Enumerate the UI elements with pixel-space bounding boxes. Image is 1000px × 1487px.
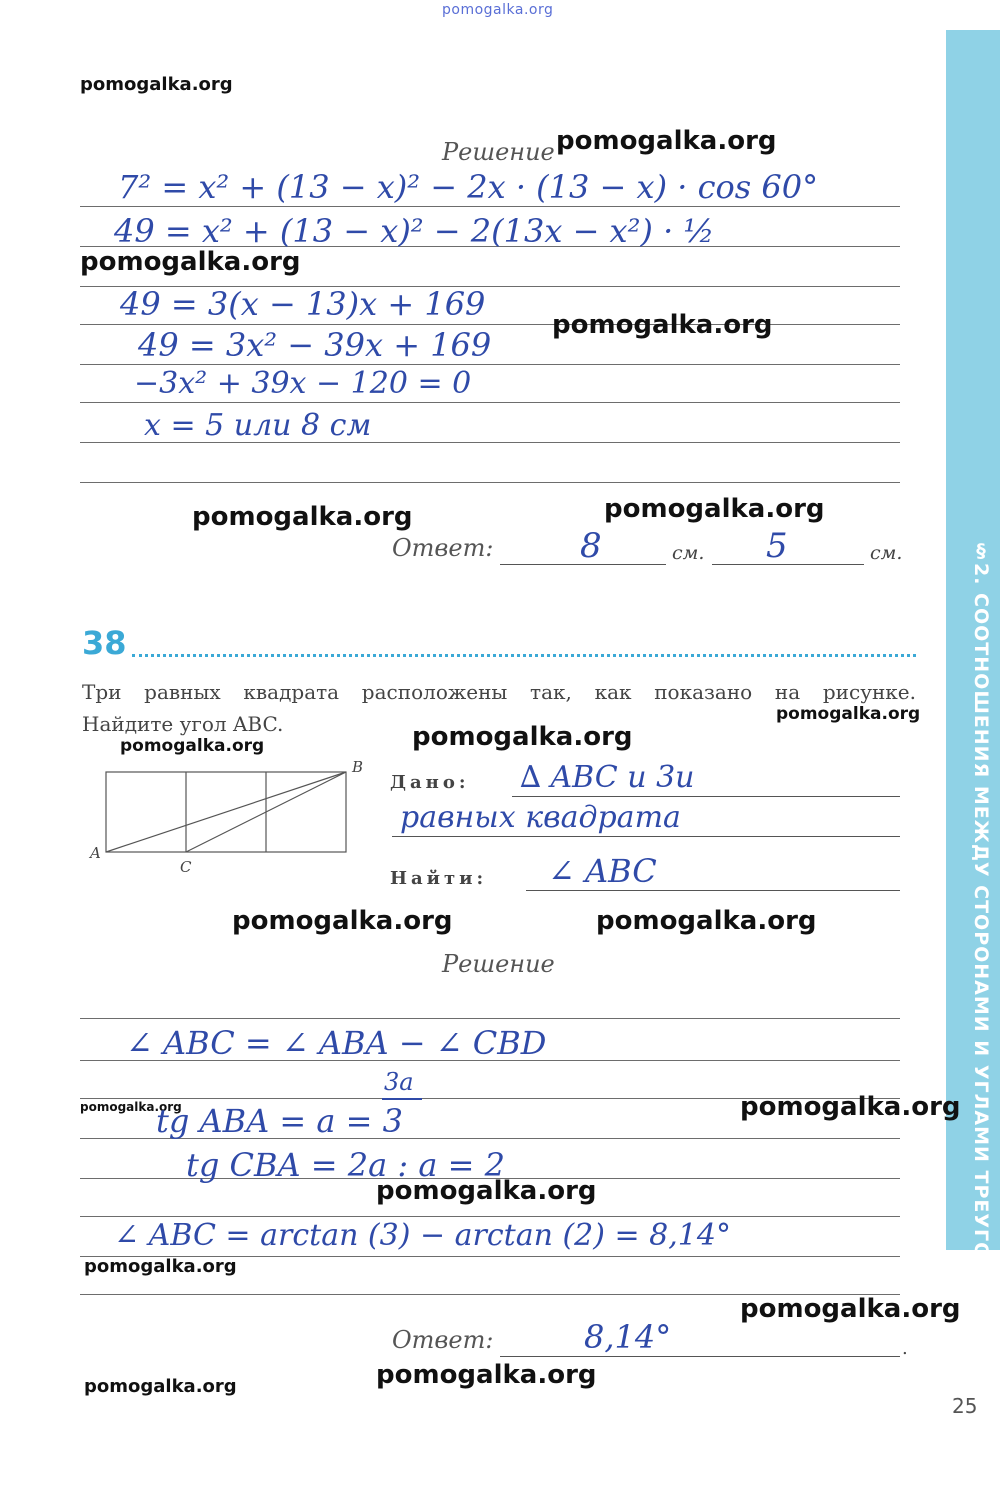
problem-question: Найдите угол ABC. [82,712,284,736]
answer-period: . [902,1338,908,1359]
find-label: Найти: [390,868,488,889]
watermark: pomogalka.org [192,502,413,532]
watermark: pomogalka.org [776,704,921,724]
point-a-label: A [90,844,101,862]
watermark: pomogalka.org [740,1092,961,1122]
watermark: pomogalka.org [740,1294,961,1324]
watermark: pomogalka.org [84,1256,237,1277]
chapter-title: §2. СООТНОШЕНИЯ МЕЖДУ СТОРОНАМИ И УГЛАМИ ТРЕУГОЛЬНИКА [970,540,992,1358]
solution-line: ∠ ABC = ∠ ABA − ∠ CBD [126,1024,547,1062]
watermark: pomogalka.org [376,1176,597,1206]
watermark: pomogalka.org [412,722,633,752]
watermark: pomogalka.org [120,736,265,756]
problem-statement: Три равных квадрата расположены так, как показано на рисунке. [82,680,916,704]
answer-unit: см. [870,542,903,564]
solution-line: 49 = 3(x − 13)x + 169 [120,285,486,323]
watermark: pomogalka.org [80,1100,182,1114]
given-value: ∆ ABC и 3и [520,760,695,795]
ruled-line [80,206,900,207]
watermark: pomogalka.org [84,1376,237,1397]
given-label: Дано: [390,772,470,793]
ruled-line [80,482,900,483]
three-squares-figure [88,756,378,880]
ruled-line [80,402,900,403]
watermark: pomogalka.org [80,74,233,95]
find-line [526,890,900,891]
solution-line: 49 = x² + (13 − x)² − 2(13x − x²) · ½ [114,212,715,250]
answer-value: 8 [580,526,602,566]
answer-value: 5 [766,526,788,566]
solution-line: tg ABA = a = 3 [156,1102,403,1140]
ruled-line [80,364,900,365]
watermark: pomogalka.org [80,247,301,277]
watermark: pomogalka.org [552,310,773,340]
answer-line [712,564,864,565]
solution-line: 49 = 3x² − 39x + 169 [138,326,492,364]
given-value: равных квадрата [400,800,681,835]
answer-label-2: Ответ: [392,1326,494,1354]
solution-line: x = 5 или 8 см [144,408,372,443]
problem-number: 38 [82,624,127,662]
watermark: pomogalka.org [604,494,825,524]
answer-line [500,1356,900,1357]
solution-line: 7² = x² + (13 − x)² − 2x · (13 − x) · cos 60° [118,168,819,206]
point-b-label: B [352,758,364,776]
answer-label-1: Ответ: [392,534,494,562]
ruled-line [80,1216,900,1217]
problem-divider [132,654,916,657]
answer-unit: см. [672,542,705,564]
watermark: pomogalka.org [232,906,453,936]
given-line [392,836,900,837]
watermark: pomogalka.org [556,126,777,156]
point-c-label: C [180,858,192,876]
solution-line: tg CBA = 2a : a = 2 [186,1146,505,1184]
ruled-line [80,324,900,325]
answer-value: 8,14° [584,1318,672,1356]
watermark: pomogalka.org [376,1360,597,1390]
watermark-top: pomogalka.org [442,2,554,18]
solution-heading-1: Решение [442,138,555,166]
watermark: pomogalka.org [596,906,817,936]
given-line [512,796,900,797]
fraction-numerator: 3a [384,1068,414,1096]
solution-heading-2: Решение [442,950,555,978]
fraction-bar [382,1098,422,1100]
find-value: ∠ ABC [548,852,657,890]
page-number: 25 [952,1394,978,1418]
solution-line: −3x² + 39x − 120 = 0 [134,366,472,401]
ruled-line [80,1018,900,1019]
solution-line: ∠ ABC = arctan (3) − arctan (2) = 8,14° [114,1218,731,1253]
segment-ab [106,772,346,852]
